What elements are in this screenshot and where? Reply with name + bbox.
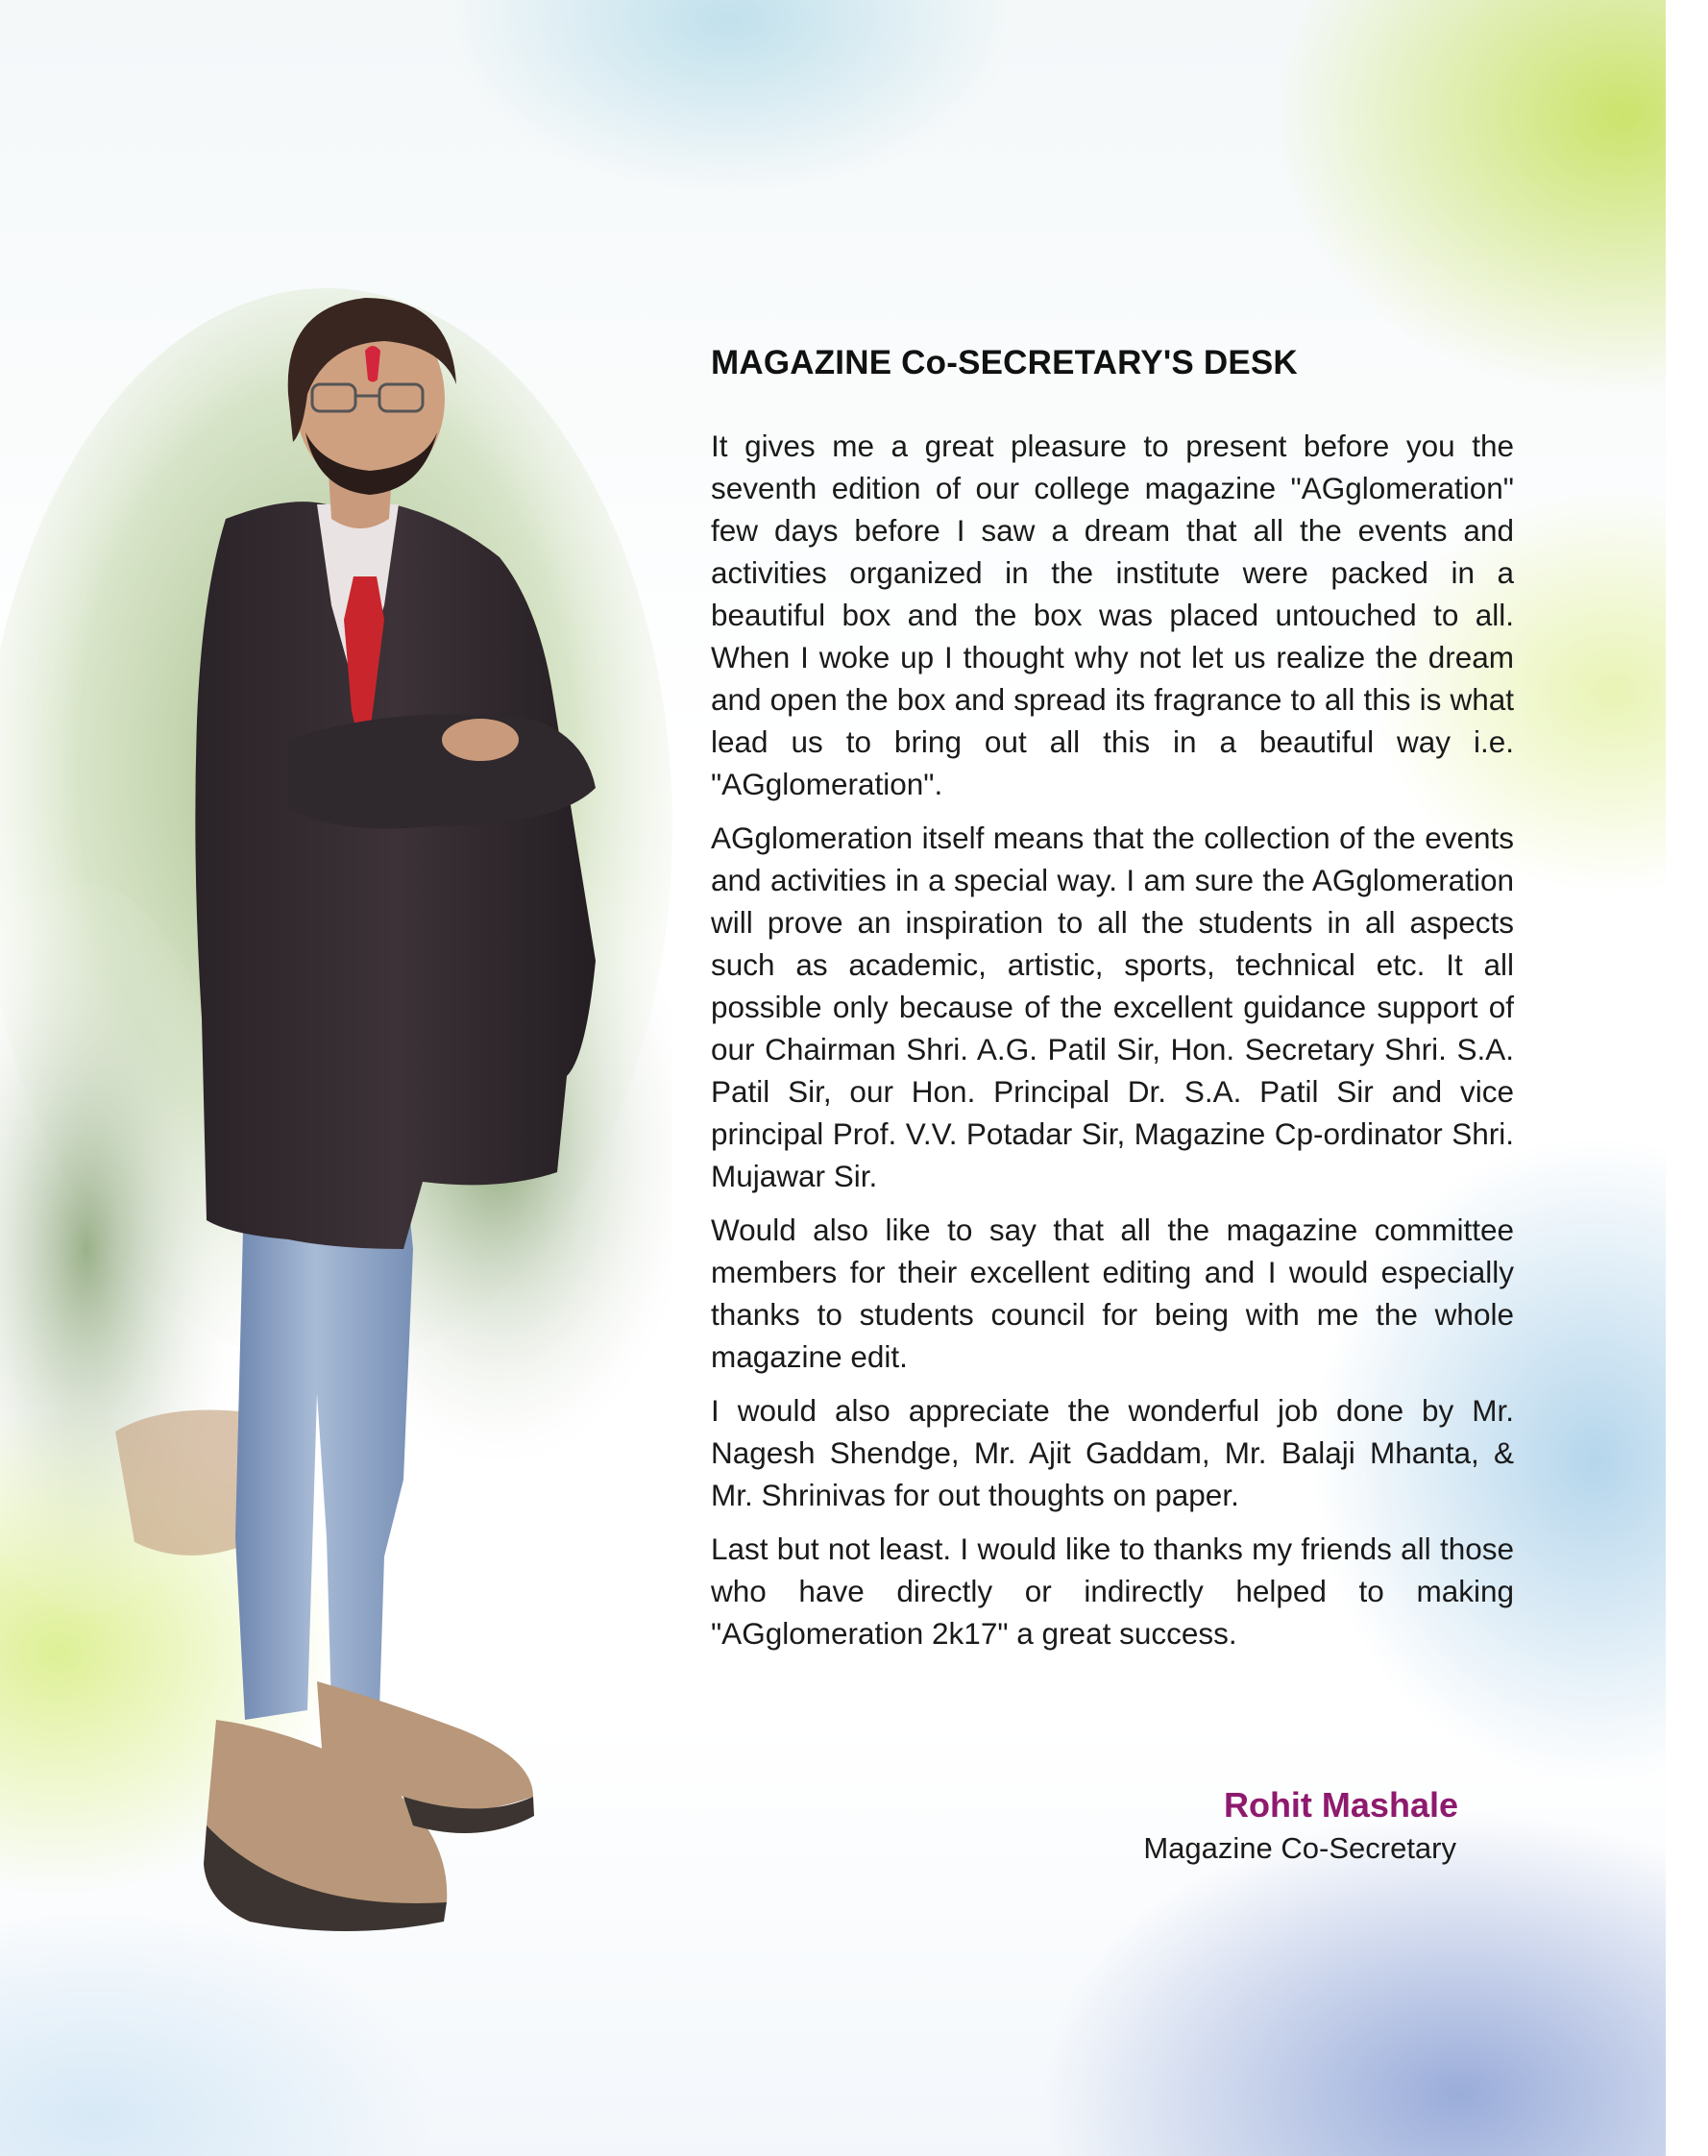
body-paragraph-5: Last but not least. I would like to thanks my friends all those who have directly or indirectly helped to making "AGglomeration 2k17" a great success. (711, 1531, 1514, 1651)
plant-pot (115, 1410, 250, 1556)
crossed-arms (288, 714, 596, 828)
signature-role: Magazine Co-Secretary (1143, 1831, 1456, 1865)
page-margin-strip (1666, 0, 1708, 2156)
hand (442, 719, 519, 761)
body-paragraph-4: I would also appreciate the wonderful job done by Mr. Nagesh Shendge, Mr. Ajit Gaddam, Mr. Balaji Mhanta, & Mr. Shrinivas for out thoughts on paper. (711, 1393, 1514, 1512)
portrait-photo (0, 288, 672, 1979)
body-paragraph-2: AGglomeration itself means that the collection of the events and activities in a special way. I am sure the AGglomeration will prove an inspiration to all the students in all aspects such as academic, artistic, sports, technical etc. It all possible only because of the excellent guidance support of our Chairman Shri. A.G. Patil Sir, Hon. Secretary Shri. S.A. Patil Sir, our Hon. Principal Dr. S.A. Patil Sir and vice principal Prof. V.V. Potadar Sir, Magazine Cp-ordinator Shri. Mujawar Sir. (711, 821, 1514, 1193)
body-paragraph-3: Would also like to say that all the magazine committee members for their excellent editing and I would especially thanks to students council for being with me the whole magazine edit. (711, 1213, 1514, 1374)
article-content (711, 344, 1514, 1666)
signature-block (1095, 1785, 1499, 1866)
signature-name: Rohit Mashale (1223, 1785, 1458, 1825)
page-heading: MAGAZINE Co-SECRETARY'S DESK (711, 344, 1298, 381)
body-paragraph-1: It gives me a great pleasure to present before you the seventh edition of our college magazine "AGglomeration" few days before I saw a dream that all the events and activities organized in the institute were packed in a beautiful box and the box was placed untouched to all. When I woke up I thought why not let us realize the dream and open the box and spread its fragrance to all this is what lead us to bring out all this in a beautiful way i.e. "AGglomeration". (711, 429, 1514, 801)
